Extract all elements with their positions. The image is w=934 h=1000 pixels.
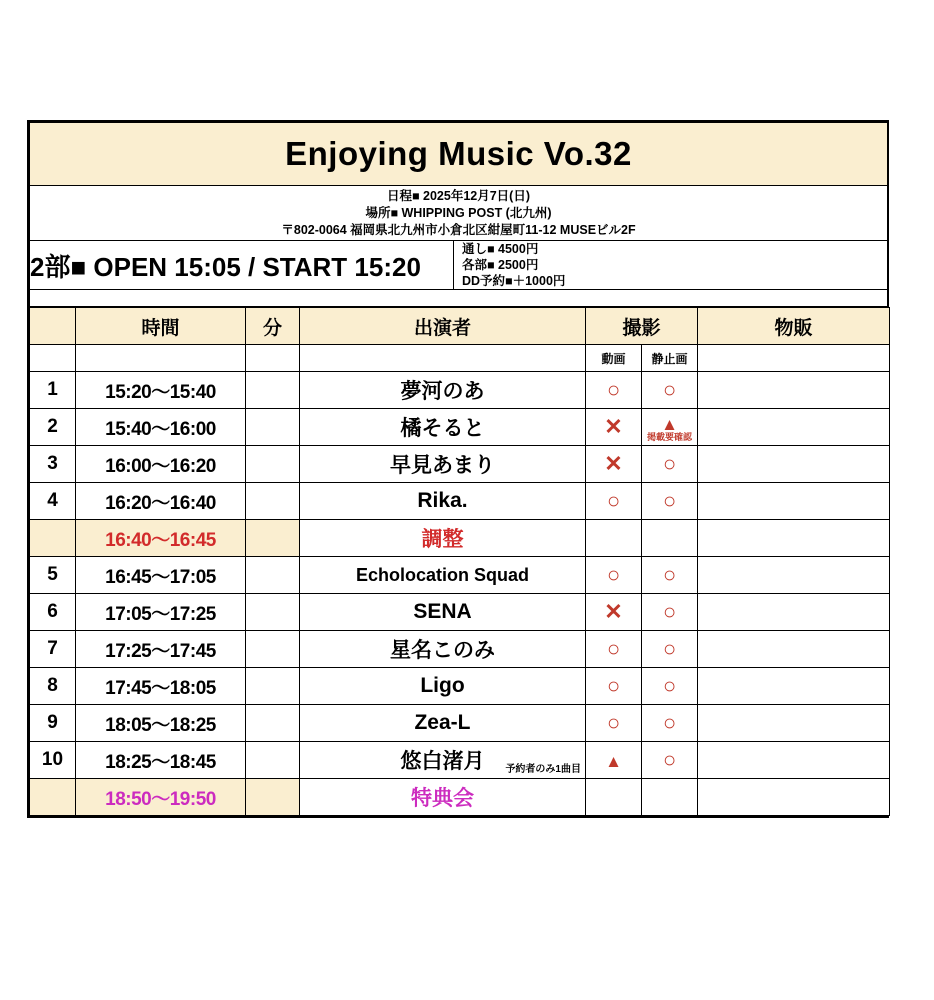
table-row — [30, 446, 890, 483]
table-row — [30, 557, 890, 594]
event-title: Enjoying Music Vo.32 — [30, 123, 888, 186]
video-mark-icon: ○ — [606, 488, 621, 513]
artist-note: 予約者のみ1曲目 — [505, 764, 581, 775]
row-minutes — [246, 779, 300, 816]
row-still-permission — [642, 372, 698, 409]
still-mark-icon: ○ — [662, 562, 677, 587]
row-still-permission — [642, 668, 698, 705]
video-mark-icon: ✕ — [604, 599, 623, 624]
artist-wrap — [300, 446, 585, 482]
row-video-permission — [586, 520, 642, 557]
row-minutes — [246, 446, 300, 483]
row-time: 16:20〜16:40 — [76, 483, 246, 520]
artist-wrap — [300, 594, 585, 630]
header-block — [29, 122, 888, 307]
price-dd-reservation: DD予約■＋1000円 — [462, 274, 566, 288]
row-artist — [300, 483, 586, 520]
row-artist — [300, 594, 586, 631]
subheader-still: 静止画 — [642, 345, 698, 372]
row-minutes — [246, 483, 300, 520]
row-goods — [698, 446, 890, 483]
row-video-permission — [586, 372, 642, 409]
still-mark-icon: ○ — [662, 599, 677, 624]
table-row — [30, 594, 890, 631]
row-time: 18:50〜19:50 — [76, 779, 246, 816]
row-minutes — [246, 631, 300, 668]
table-row — [30, 779, 890, 816]
still-mark-icon: ○ — [662, 451, 677, 476]
row-artist — [300, 742, 586, 779]
row-artist — [300, 446, 586, 483]
row-minutes — [246, 668, 300, 705]
row-minutes — [246, 594, 300, 631]
row-goods — [698, 483, 890, 520]
row-number — [30, 520, 76, 557]
price-through: 通し■ 4500円 — [462, 242, 539, 256]
row-number: 6 — [30, 594, 76, 631]
row-minutes — [246, 742, 300, 779]
row-artist — [300, 705, 586, 742]
header-photo: 撮影 — [586, 308, 698, 345]
row-video-permission — [586, 779, 642, 816]
artist-wrap — [300, 372, 585, 408]
artist-wrap — [300, 705, 585, 741]
row-number: 2 — [30, 409, 76, 446]
table-row — [30, 409, 890, 446]
schedule-subheader-row — [30, 345, 890, 372]
artist-wrap — [300, 557, 585, 593]
artist-wrap — [300, 483, 585, 519]
row-video-permission — [586, 705, 642, 742]
subheader-goods — [698, 345, 890, 372]
subheader-minutes — [246, 345, 300, 372]
artist-name: 調整 — [421, 528, 464, 551]
still-mark-icon: ▲ — [661, 415, 678, 434]
row-time: 18:25〜18:45 — [76, 742, 246, 779]
subheader-time — [76, 345, 246, 372]
still-mark-icon: ○ — [662, 636, 677, 661]
title-row — [30, 123, 888, 186]
row-video-permission — [586, 483, 642, 520]
still-mark-icon: ○ — [662, 488, 677, 513]
table-row — [30, 372, 890, 409]
table-row — [30, 483, 890, 520]
artist-name: 特典会 — [411, 787, 474, 810]
event-address: 〒802-0064 福岡県北九州市小倉北区紺屋町11-12 MUSEビル2F — [281, 222, 636, 237]
schedule-table — [29, 307, 890, 816]
still-mark-icon: ○ — [662, 710, 677, 735]
row-time: 16:45〜17:05 — [76, 557, 246, 594]
event-date: 日程■ 2025年12月7日(日) — [387, 188, 531, 203]
artist-name: SENA — [413, 600, 472, 623]
artist-wrap — [300, 520, 585, 556]
artist-name: Rika. — [417, 489, 468, 512]
artist-name: 早見あまり — [390, 454, 495, 477]
table-row — [30, 631, 890, 668]
header-artist: 出演者 — [300, 308, 586, 345]
artist-name: 橘そると — [400, 417, 485, 440]
row-still-permission — [642, 705, 698, 742]
row-time: 15:40〜16:00 — [76, 409, 246, 446]
row-time: 18:05〜18:25 — [76, 705, 246, 742]
row-still-permission — [642, 557, 698, 594]
artist-wrap — [300, 742, 585, 778]
row-video-permission — [586, 557, 642, 594]
row-goods — [698, 409, 890, 446]
row-minutes — [246, 705, 300, 742]
row-still-permission — [642, 409, 698, 446]
price-each: 各部■ 2500円 — [462, 258, 539, 272]
row-time: 16:40〜16:45 — [76, 520, 246, 557]
event-timetable-sheet — [27, 120, 889, 818]
event-info-cell — [30, 186, 888, 241]
row-goods — [698, 742, 890, 779]
open-start-label: 2部■ OPEN 15:05 / START 15:20 — [30, 241, 454, 290]
row-video-permission — [586, 742, 642, 779]
price-cell — [454, 241, 888, 290]
row-number: 10 — [30, 742, 76, 779]
row-still-permission — [642, 631, 698, 668]
spacer-cell — [30, 290, 888, 307]
row-goods — [698, 779, 890, 816]
still-mark-icon: ○ — [662, 747, 677, 772]
row-time: 16:00〜16:20 — [76, 446, 246, 483]
subheader-video: 動画 — [586, 345, 642, 372]
row-goods — [698, 631, 890, 668]
table-row — [30, 742, 890, 779]
artist-name: Zea-L — [414, 711, 471, 734]
row-artist — [300, 631, 586, 668]
table-row — [30, 668, 890, 705]
row-time: 17:25〜17:45 — [76, 631, 246, 668]
row-minutes — [246, 557, 300, 594]
row-goods — [698, 594, 890, 631]
schedule-header-row — [30, 308, 890, 345]
row-goods — [698, 372, 890, 409]
video-mark-icon: ○ — [606, 377, 621, 402]
row-number: 3 — [30, 446, 76, 483]
row-time: 15:20〜15:40 — [76, 372, 246, 409]
row-still-permission — [642, 779, 698, 816]
still-mark-note: 掲載要確認 — [647, 432, 693, 442]
row-still-permission — [642, 520, 698, 557]
subheader-num — [30, 345, 76, 372]
row-artist — [300, 668, 586, 705]
subheader-artist — [300, 345, 586, 372]
row-goods — [698, 705, 890, 742]
video-mark-icon: ○ — [606, 562, 621, 587]
row-artist — [300, 557, 586, 594]
header-minutes: 分 — [246, 308, 300, 345]
row-artist — [300, 520, 586, 557]
row-video-permission — [586, 594, 642, 631]
row-goods — [698, 668, 890, 705]
spacer-row — [30, 290, 888, 307]
header-num — [30, 308, 76, 345]
row-minutes — [246, 372, 300, 409]
still-mark-icon: ○ — [662, 673, 677, 698]
artist-name: 夢河のあ — [400, 380, 485, 403]
artist-wrap — [300, 668, 585, 704]
header-time: 時間 — [76, 308, 246, 345]
header-goods: 物販 — [698, 308, 890, 345]
info-row — [30, 186, 888, 241]
artist-wrap — [300, 779, 585, 815]
row-number: 8 — [30, 668, 76, 705]
row-number: 9 — [30, 705, 76, 742]
row-number: 5 — [30, 557, 76, 594]
video-mark-icon: ✕ — [604, 414, 623, 439]
row-still-permission — [642, 446, 698, 483]
artist-name: Echolocation Squad — [355, 564, 529, 585]
row-artist — [300, 372, 586, 409]
openstart-row — [30, 241, 888, 290]
row-goods — [698, 520, 890, 557]
artist-wrap — [300, 409, 585, 445]
video-mark-icon: ○ — [606, 673, 621, 698]
row-time: 17:45〜18:05 — [76, 668, 246, 705]
row-minutes — [246, 409, 300, 446]
artist-name: Ligo — [420, 674, 465, 697]
row-still-permission — [642, 594, 698, 631]
row-video-permission — [586, 446, 642, 483]
row-artist — [300, 779, 586, 816]
video-mark-icon: ○ — [606, 710, 621, 735]
row-video-permission — [586, 409, 642, 446]
artist-wrap — [300, 631, 585, 667]
artist-name: 悠白渚月 — [400, 750, 485, 773]
row-goods — [698, 557, 890, 594]
row-still-permission — [642, 483, 698, 520]
table-row — [30, 705, 890, 742]
video-mark-icon: ✕ — [604, 451, 623, 476]
row-artist — [300, 409, 586, 446]
row-video-permission — [586, 668, 642, 705]
artist-name: 星名このみ — [390, 639, 495, 662]
event-venue: 場所■ WHIPPING POST (北九州) — [365, 205, 552, 220]
row-time: 17:05〜17:25 — [76, 594, 246, 631]
row-number — [30, 779, 76, 816]
row-minutes — [246, 520, 300, 557]
row-number: 4 — [30, 483, 76, 520]
row-number: 7 — [30, 631, 76, 668]
still-mark-icon: ○ — [662, 377, 677, 402]
row-number: 1 — [30, 372, 76, 409]
row-still-permission — [642, 742, 698, 779]
video-mark-icon: ○ — [606, 636, 621, 661]
video-mark-icon: ▲ — [605, 752, 622, 771]
row-video-permission — [586, 631, 642, 668]
table-row — [30, 520, 890, 557]
